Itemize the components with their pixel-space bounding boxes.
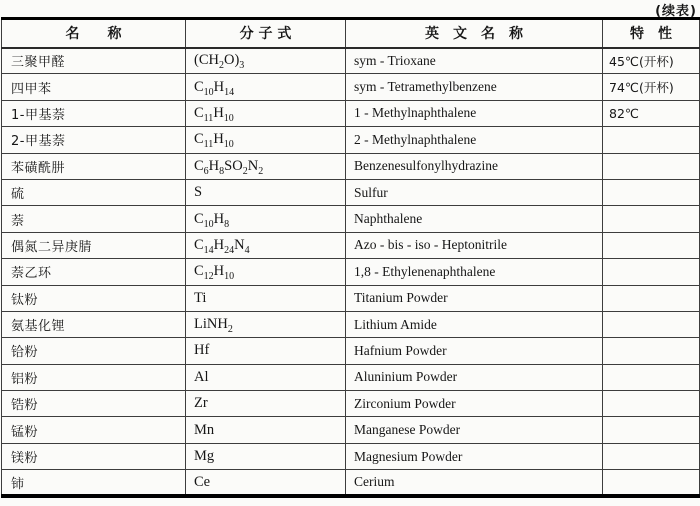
table-row: [2, 259, 700, 285]
english-cell: Benzenesulfonylhydrazine: [346, 153, 603, 179]
property-cell: [603, 206, 700, 232]
property-cell: 74℃(开杯): [603, 74, 700, 100]
english-cell: Zirconium Powder: [346, 391, 603, 417]
property-cell: 45℃(开杯): [603, 48, 700, 74]
table-row: [2, 179, 700, 205]
name-cell: 萘乙环: [2, 259, 186, 285]
property-cell: [603, 443, 700, 469]
property-cell: [603, 179, 700, 205]
property-cell: [603, 417, 700, 443]
name-cell: 四甲苯: [2, 74, 186, 100]
name-cell: 镁粉: [2, 443, 186, 469]
table-row: [2, 443, 700, 469]
property-cell: [603, 285, 700, 311]
english-cell: sym - Tetramethylbenzene: [346, 74, 603, 100]
header-property: 特 性: [603, 19, 700, 48]
english-cell: 1 - Methylnaphthalene: [346, 100, 603, 126]
name-cell: 偶氮二异庚腈: [2, 232, 186, 258]
property-cell: [603, 153, 700, 179]
table-row: [2, 285, 700, 311]
english-cell: Naphthalene: [346, 206, 603, 232]
formula-cell: LiNH$_2$: [186, 311, 346, 337]
name-cell: 铝粉: [2, 364, 186, 390]
property-cell: [603, 232, 700, 258]
formula-cell: Ce: [186, 470, 346, 496]
name-cell: 铪粉: [2, 338, 186, 364]
formula-cell: $C_{10}H_8$: [186, 206, 346, 232]
header-row: [2, 19, 700, 48]
formula-cell: Hf: [186, 338, 346, 364]
english-cell: Magnesium Powder: [346, 443, 603, 469]
english-cell: Azo - bis - iso - Heptonitrile: [346, 232, 603, 258]
formula-cell: Ti: [186, 285, 346, 311]
table-row: [2, 470, 700, 496]
name-cell: 铈: [2, 470, 186, 496]
property-cell: [603, 311, 700, 337]
english-cell: sym - Trioxane: [346, 48, 603, 74]
table-row: [2, 48, 700, 74]
name-cell: 1-甲基萘: [2, 100, 186, 126]
name-cell: 硫: [2, 179, 186, 205]
table-row: [2, 338, 700, 364]
property-cell: [603, 470, 700, 496]
name-cell: 萘: [2, 206, 186, 232]
property-cell: [603, 127, 700, 153]
english-cell: Sulfur: [346, 179, 603, 205]
english-cell: 2 - Methylnaphthalene: [346, 127, 603, 153]
formula-cell: Mn: [186, 417, 346, 443]
formula-cell: $C_{14}H_{24}N_4$: [186, 232, 346, 258]
name-cell: 钛粉: [2, 285, 186, 311]
name-cell: 锰粉: [2, 417, 186, 443]
english-cell: Manganese Powder: [346, 417, 603, 443]
name-cell: 三聚甲醛: [2, 48, 186, 74]
english-cell: Aluninium Powder: [346, 364, 603, 390]
property-cell: 82℃: [603, 100, 700, 126]
table-row: [2, 391, 700, 417]
table-row: [2, 232, 700, 258]
table-row: [2, 153, 700, 179]
english-cell: Cerium: [346, 470, 603, 496]
table-row: [2, 364, 700, 390]
property-cell: [603, 259, 700, 285]
name-cell: 氨基化锂: [2, 311, 186, 337]
table-header: [2, 19, 700, 48]
formula-cell: $(CH_2O)_3$: [186, 48, 346, 74]
english-cell: Hafnium Powder: [346, 338, 603, 364]
name-cell: 锆粉: [2, 391, 186, 417]
header-english: 英 文 名 称: [346, 19, 603, 48]
formula-cell: $C_6H_8SO_2N_2$: [186, 153, 346, 179]
formula-cell: S: [186, 179, 346, 205]
header-formula: 分 子 式: [186, 19, 346, 48]
table-row: [2, 127, 700, 153]
table-row: [2, 206, 700, 232]
name-cell: 2-甲基萘: [2, 127, 186, 153]
formula-cell: $C_{11}H_{10}$: [186, 100, 346, 126]
name-cell: 苯磺酰肼: [2, 153, 186, 179]
property-cell: [603, 338, 700, 364]
formula-cell: Mg: [186, 443, 346, 469]
formula-cell: $C_{12}H_{10}$: [186, 259, 346, 285]
chemical-properties-table: [1, 17, 700, 498]
table-row: [2, 100, 700, 126]
table-row: [2, 311, 700, 337]
table-row: [2, 74, 700, 100]
header-name: 名 称: [2, 19, 186, 48]
english-cell: 1,8 - Ethylenenaphthalene: [346, 259, 603, 285]
formula-cell: Al: [186, 364, 346, 390]
formula-cell: $C_{11}H_{10}$: [186, 127, 346, 153]
property-cell: [603, 364, 700, 390]
formula-cell: Zr: [186, 391, 346, 417]
english-cell: Titanium Powder: [346, 285, 603, 311]
continued-table-note: (续表): [655, 4, 697, 19]
table-body: [2, 48, 700, 497]
formula-cell: $C_{10}H_{14}$: [186, 74, 346, 100]
property-cell: [603, 391, 700, 417]
english-cell: Lithium Amide: [346, 311, 603, 337]
table-row: [2, 417, 700, 443]
